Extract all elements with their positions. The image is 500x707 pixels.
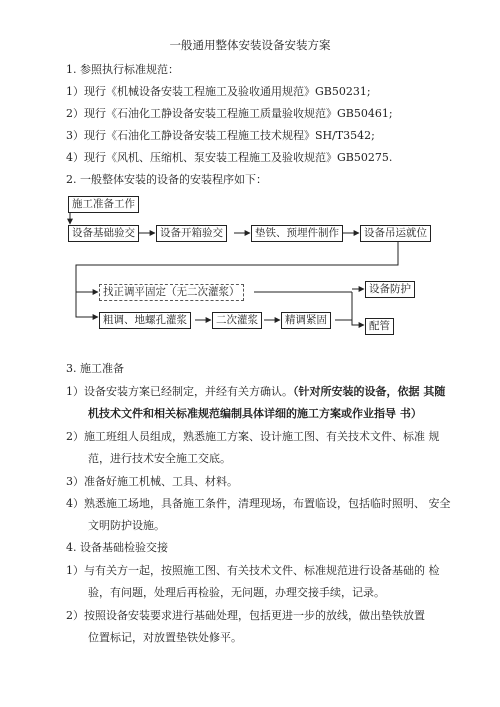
flow-box-rough: 粗调、地螺孔灌浆 — [99, 312, 191, 329]
flow-box-lift: 设备吊运就位 — [360, 225, 431, 242]
foundation-item-1-continued: 验，有问题，处理后再检验，无问题，办理交接手续，记录。 — [88, 586, 385, 599]
prep-item-1-continued: 机技术文件和相关标准规范编制具体详细的施工方案或作业指导 书） — [88, 407, 422, 420]
standard-item-4: 4）现行《风机、压缩机、泵安装工程施工及验收规范》GB50275. — [66, 151, 393, 164]
prep-item-1 — [66, 385, 445, 399]
section-3-heading: 3. 施工准备 — [66, 362, 124, 375]
standard-item-3: 3）现行《石油化工静设备安装工程施工技术规程》SH/T3542; — [66, 129, 375, 142]
prep-item-1-text: 1）设备安装方案已经制定，并经有关方确认。 — [66, 385, 293, 398]
flow-box-shim: 垫铁、预埋件制作 — [251, 225, 343, 242]
section-1-heading: 1. 参照执行标准规范： — [66, 63, 179, 76]
flow-box-pipe: 配管 — [365, 318, 394, 335]
flow-box-fine: 精调紧固 — [281, 312, 331, 329]
prep-item-2: 2）施工班组人员组成，熟悉施工方案、设计施工图、有关技术文件、标准 规 — [66, 430, 440, 443]
flow-box-foundation: 设备基础验交 — [68, 225, 139, 242]
flow-box-unpack: 设备开箱验交 — [156, 225, 227, 242]
flow-box-align: 找正调平固定（无二次灌浆） — [99, 284, 244, 301]
prep-item-2-continued: 范，进行技术安全施工交底。 — [88, 452, 231, 465]
flow-box-protect: 设备防护 — [365, 281, 415, 298]
prep-item-4: 4）熟悉施工场地，具备施工条件，清理现场，布置临设，包括临时照明、 安全 — [66, 497, 451, 510]
section-4-heading: 4. 设备基础检验交接 — [66, 541, 168, 554]
foundation-item-1: 1）与有关方一起，按照施工图、有关技术文件、标准规范进行设备基础的 检 — [66, 564, 440, 577]
prep-item-3: 3）准备好施工机械、工具、材料。 — [66, 475, 238, 488]
flow-box-grout: 二次灌浆 — [212, 312, 262, 329]
standard-item-2: 2）现行《石油化工静设备安装工程施工质量验收规范》GB50461; — [66, 107, 393, 120]
prep-item-4-continued: 文明防护设施。 — [88, 519, 165, 532]
foundation-item-2-continued: 位置标记，对放置垫铁处修平。 — [88, 631, 242, 644]
document-title: 一般通用整体安装设备安装方案 — [169, 38, 331, 52]
flow-box-prep: 施工准备工作 — [68, 196, 139, 213]
foundation-item-2: 2）按照设备安装要求进行基础处理，包括更进一步的放线，做出垫铁放置 — [66, 609, 425, 622]
section-2-heading: 2. 一般整体安装的设备的安装程序如下： — [66, 173, 267, 186]
prep-item-1-bold: （针对所安装的设备，依据 其随 — [293, 385, 446, 398]
standard-item-1: 1）现行《机械设备安装工程施工及验收通用规范》GB50231; — [66, 85, 371, 98]
